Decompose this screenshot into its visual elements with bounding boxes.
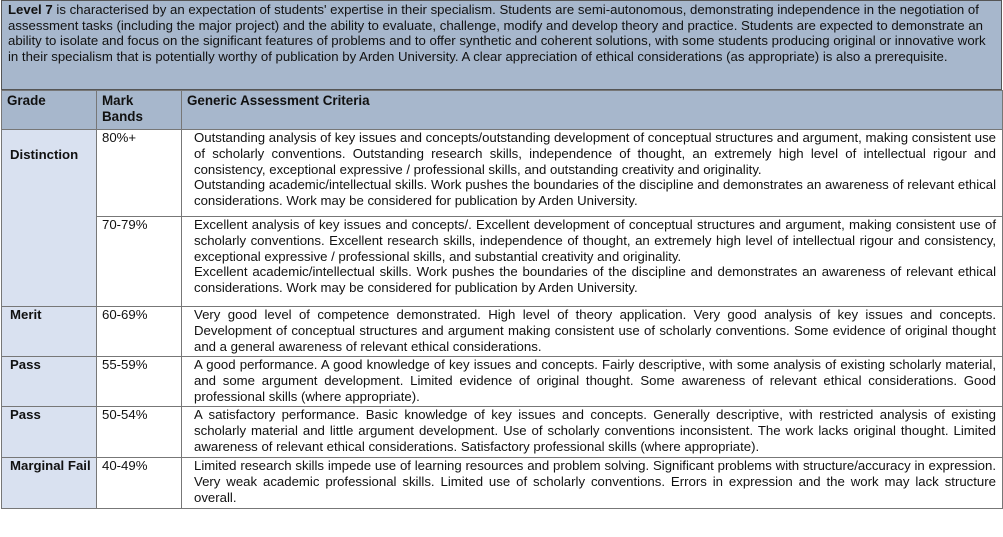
table-header-row	[2, 91, 1003, 130]
level-description-text: is characterised by an expectation of students' expertise in their specialism. Students are semi-autonomous, demonstrating independence in the negotiation of assessment tasks (including the major project) and the ability to evaluate, challenge, modify and develop theory and practice. Students are expected to demonstrate an ability to isolate and focus on the significant features of problems and to offer synthetic and coherent solutions, with some students producing original or innovative work in their specialism that is potentially worthy of publication by Arden University. A clear appreciation of ethical considerations (as appropriate) is also a prerequisite.	[8, 2, 986, 65]
level-description	[1, 0, 1002, 90]
criteria-text: Very good level of competence demonstrated. High level of theory application. Very good analysis of key issues and concepts. Development of conceptual structures and argument making consistent use of scholarly conventions. Some evidence of original thought and a general awareness of relevant ethical considerations.	[182, 307, 1003, 357]
mark-band: 50-54%	[97, 407, 182, 458]
grade-merit: Merit	[2, 307, 97, 357]
criteria-text-continued: Outstanding academic/intellectual skills. Work pushes the boundaries of the discipline and demonstrates an awareness of relevant ethical considerations. Work may be considered for publication by Arden University.	[194, 177, 996, 209]
criteria-text: Excellent analysis of key issues and concepts/. Excellent development of conceptual structures and argument, making consistent use of scholarly conventions. Excellent research skills, independence of thought, an extremely high level of intellectual rigour and consistency, exceptional expressive / professional skills, and substantial creativity and originality.	[194, 217, 996, 264]
table-row	[2, 407, 1003, 458]
mark-band: 40-49%	[97, 458, 182, 509]
criteria-cell	[182, 130, 1003, 217]
table-row	[2, 357, 1003, 407]
header-grade: Grade	[2, 91, 97, 130]
criteria-text: Limited research skills impede use of learning resources and problem solving. Significant problems with structure/accuracy in expression. Very weak academic professional skills. Limited use of scholarly conventions. Errors in expression and the work may lack structure overall.	[182, 458, 1003, 509]
criteria-text: A satisfactory performance. Basic knowledge of key issues and concepts. Generally descriptive, with restricted analysis of existing scholarly material and little argument development. Use of scholarly conventions inconsistent. The work lacks original thought. Limited awareness of relevant ethical considerations. Satisfactory professional skills (where appropriate).	[182, 407, 1003, 458]
criteria-text: A good performance. A good knowledge of key issues and concepts. Fairly descriptive, with some analysis of existing scholarly material, and some argument development. Limited evidence of original thought. Some awareness of relevant ethical considerations. Good professional skills (where appropriate).	[182, 357, 1003, 407]
criteria-table	[1, 90, 1003, 509]
level-label: Level 7	[8, 2, 53, 17]
table-row	[2, 217, 1003, 307]
header-mark-bands: Mark Bands	[97, 91, 182, 130]
mark-band: 70-79%	[97, 217, 182, 307]
table-row	[2, 307, 1003, 357]
mark-band: 55-59%	[97, 357, 182, 407]
criteria-text-continued: Excellent academic/intellectual skills. Work pushes the boundaries of the discipline and demonstrates an awareness of relevant ethical considerations. Work may be considered for publication by Arden University.	[194, 264, 996, 296]
grade-distinction: Distinction	[2, 130, 97, 307]
grade-pass: Pass	[2, 357, 97, 407]
mark-band: 60-69%	[97, 307, 182, 357]
criteria-cell	[182, 217, 1003, 307]
grade-marginal-fail: Marginal Fail	[2, 458, 97, 509]
header-criteria: Generic Assessment Criteria	[182, 91, 1003, 130]
criteria-text: Outstanding analysis of key issues and concepts/outstanding development of conceptual structures and argument, making consistent use of scholarly conventions. Outstanding research skills, independence of thought, an extremely high level of intellectual rigour and consistency, exceptional expressive / professional skills, and outstanding creativity and originality.	[194, 130, 996, 177]
grade-pass: Pass	[2, 407, 97, 458]
table-row	[2, 458, 1003, 509]
mark-band: 80%+	[97, 130, 182, 217]
assessment-criteria-document	[1, 0, 1002, 509]
table-row	[2, 130, 1003, 217]
